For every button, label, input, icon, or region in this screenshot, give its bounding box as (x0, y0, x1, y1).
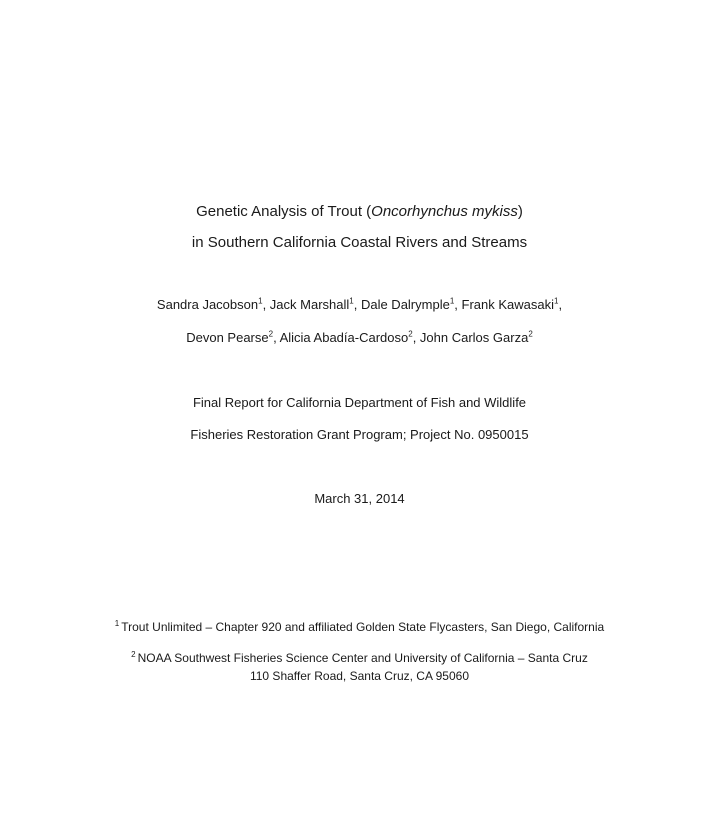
author-name: Alicia Abadía-Cardoso (279, 330, 409, 345)
author-name: John Carlos Garza (419, 330, 529, 345)
author-separator: , (353, 297, 361, 312)
affiliation-text: NOAA Southwest Fisheries Science Center and University of California – Santa Cruz (137, 651, 588, 665)
author-affiliation-mark: 2 (528, 329, 533, 339)
author-affiliation-mark: 2 (268, 329, 274, 339)
author-separator: , (558, 297, 563, 312)
affiliation-number: 2 (131, 650, 136, 659)
author-name: Sandra Jacobson (156, 297, 259, 312)
author-affiliation-mark: 1 (554, 296, 559, 306)
title-suffix: ) (517, 203, 523, 220)
author-separator: , (454, 297, 462, 312)
author (420, 330, 533, 345)
author-affiliation-mark: 1 (349, 296, 354, 306)
author (157, 297, 270, 312)
authors-row-2 (0, 330, 719, 345)
author-separator: , (262, 297, 270, 312)
author-affiliation-mark: 1 (449, 296, 455, 306)
report-date: March 31, 2014 (314, 491, 405, 506)
title-prefix: Genetic Analysis of Trout ( (196, 203, 372, 220)
author (280, 330, 420, 345)
title-line-1 (0, 203, 719, 220)
author-name: Dale Dalrymple (360, 297, 450, 312)
report-line-1: Final Report for California Department of Fish and Wildlife (192, 395, 527, 410)
affiliation-text: Trout Unlimited – Chapter 920 and affiliated Golden State Flycasters, San Diego, California (121, 620, 605, 634)
affiliation-1 (0, 620, 719, 634)
author-name: Devon Pearse (186, 330, 269, 345)
author-name: Frank Kawasaki (461, 297, 554, 312)
author (462, 297, 563, 312)
report-line-2: Fisheries Restoration Grant Program; Project No. 0950015 (190, 427, 529, 442)
author-name: Jack Marshall (269, 297, 350, 312)
author (186, 330, 279, 345)
species-name: Oncorhynchus mykiss (371, 203, 518, 220)
title-line-2: in Southern California Coastal Rivers and Streams (191, 234, 528, 251)
author (270, 297, 361, 312)
author-separator: , (412, 330, 420, 345)
author-separator: , (273, 330, 280, 345)
affiliation-2 (0, 651, 719, 665)
affiliation-number: 1 (114, 619, 120, 628)
author-affiliation-mark: 1 (258, 296, 263, 306)
author-affiliation-mark: 2 (408, 329, 413, 339)
author (361, 297, 462, 312)
authors-row-1 (0, 297, 719, 312)
affiliation-2-address: 110 Shaffer Road, Santa Cruz, CA 95060 (249, 669, 470, 683)
